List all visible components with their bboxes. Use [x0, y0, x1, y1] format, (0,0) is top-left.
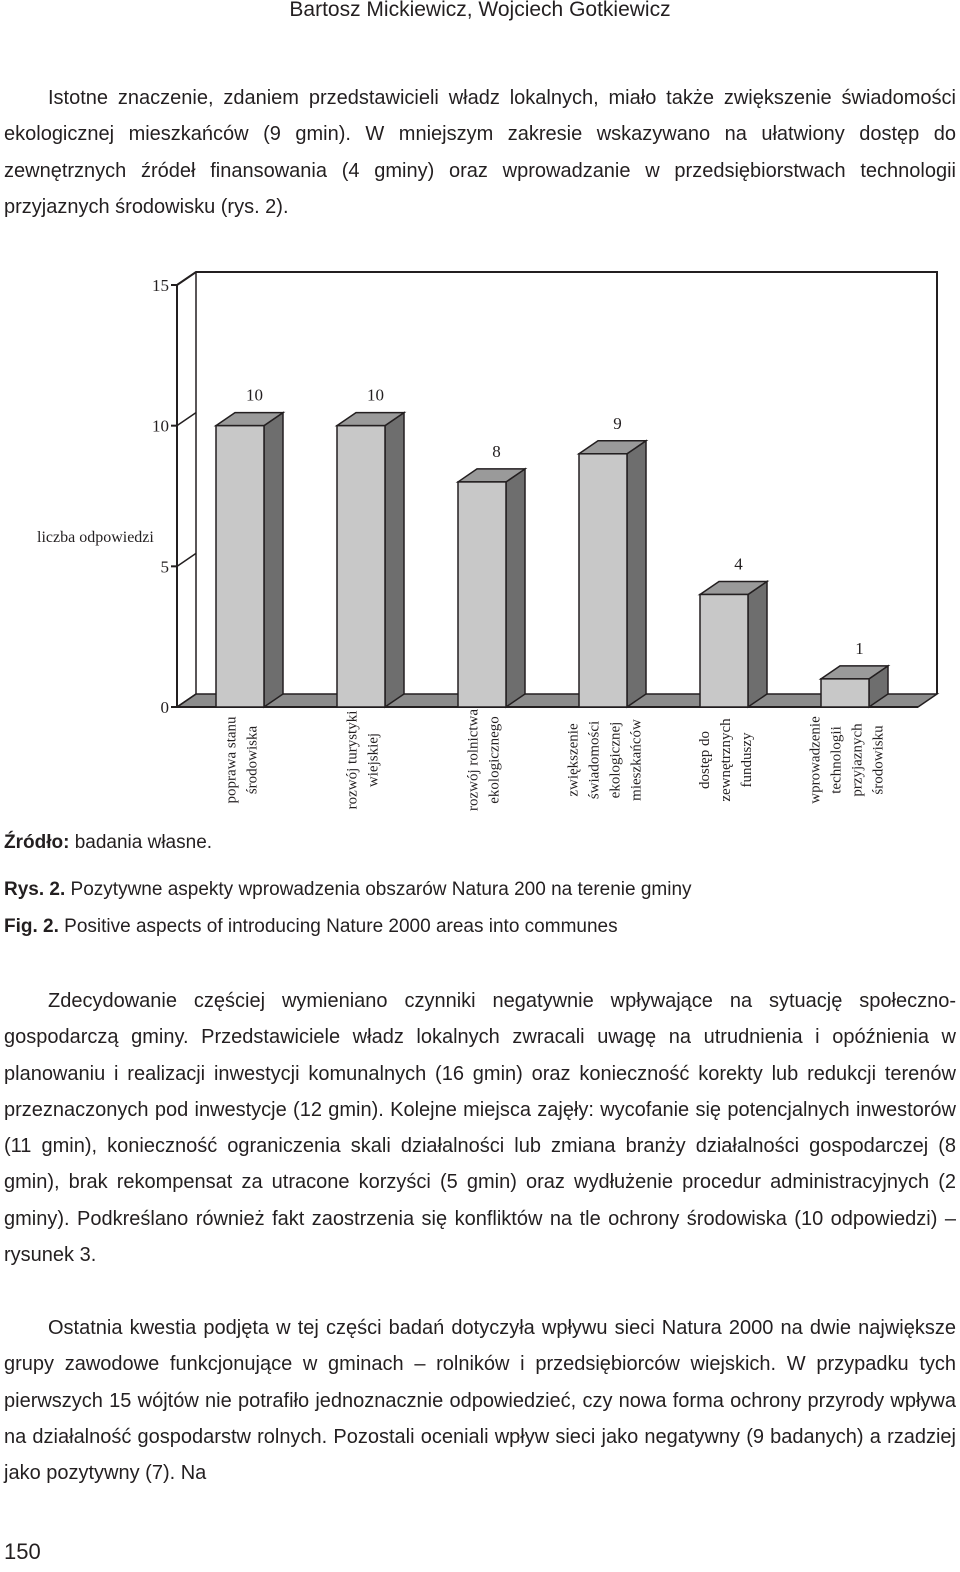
page-number: 150: [4, 1539, 41, 1564]
paragraph-professional-groups: Ostatnia kwestia podjęta w tej części badań dotyczyła wpływu sieci Natura 2000 na dwie największe grupy zawodowe funkcjonujące w gminach – rolników i przedsiębiorców wiejskich. W przypadku tych pierwszych 15 wójtów nie potrafiło jednoznacznie odpowiedzieć, czy nowa forma ochrony przyrody wpływa na działalność gospodarstw rolnych. Pozostali oceniali wpływ sieci jako negatywny (9 badanych) a rzadziej jako pozytywny (7). Na: [4, 1317, 956, 1485]
bar: [216, 426, 264, 707]
bar-data-label: 8: [492, 441, 501, 461]
bar: [458, 482, 506, 707]
bar-side: [385, 413, 404, 707]
caption-pl-text: Pozytywne aspekty wprowadzenia obszarów Natura 200 na terenie gminy: [65, 879, 692, 900]
source-text: badania własne.: [69, 832, 213, 853]
bar-data-label: 9: [613, 413, 622, 433]
x-category-label: zewnętrznych: [718, 718, 734, 802]
bar: [821, 679, 869, 707]
chart-back-wall: [177, 272, 937, 694]
x-category-label: zwiększenie: [565, 723, 582, 797]
y-axis-label: liczba odpowiedzi: [37, 529, 154, 546]
y-tick-wall-line: [177, 553, 196, 566]
bar-side: [627, 441, 646, 707]
bar-data-label: 10: [367, 385, 384, 405]
x-category-label: rozwój turystyki: [344, 710, 361, 810]
bar-data-label: 10: [246, 385, 263, 405]
figure-caption-en: [4, 916, 618, 938]
x-category-label: poprawa stanu: [223, 716, 240, 804]
caption-en-text: Positive aspects of introducing Nature 2000 areas into communes: [58, 916, 618, 937]
x-category-label: środowiska: [244, 725, 261, 795]
bar-data-label: 1: [855, 638, 864, 658]
bar-chart: [0, 260, 960, 830]
x-category-label: środowisku: [870, 725, 887, 795]
bar-side: [748, 581, 767, 707]
y-tick-label: 15: [152, 276, 169, 295]
bar-data-label: 4: [734, 554, 743, 574]
x-category-label: funduszy: [739, 732, 755, 788]
y-tick-label: 0: [160, 698, 169, 717]
x-category-label: wprowadzenie: [807, 716, 824, 804]
y-tick-wall-line: [177, 272, 196, 285]
y-tick-wall-line: [177, 413, 196, 426]
x-category-label: mieszkańców: [628, 719, 645, 801]
x-category-label: technologii: [828, 726, 845, 794]
x-category-label: rozwój rolnictwa: [465, 708, 482, 812]
bar-side: [506, 469, 525, 707]
y-tick-label: 5: [160, 557, 169, 577]
x-category-label: przyjaznych: [849, 723, 866, 797]
caption-pl-label: Rys. 2.: [4, 879, 66, 900]
bar-side: [264, 413, 283, 707]
x-category-label: ekologicznej: [607, 721, 624, 799]
x-category-label: ekologicznego: [486, 716, 503, 804]
x-category-label: wiejskiej: [365, 732, 382, 788]
bar: [700, 594, 748, 707]
paragraph-intro: Istotne znaczenie, zdaniem przedstawicieli władz lokalnych, miało także zwiększenie świadomości ekologicznej mieszkańców (9 gmin). W mniejszym zakresie wskazywano na ułatwiony dostęp do zewnętrznych źródeł finansowania (4 gminy) oraz wprowadzanie w przedsiębiorstwach technologii przyjaznych środowisku (rys. 2).: [4, 87, 956, 218]
paragraph-negative-factors: Zdecydowanie częściej wymieniano czynniki negatywnie wpływające na sytuację społeczno-gospodarczą gminy. Przedstawiciele władz lokalnych zwracali uwagę na utrudnienia i opóźnienia w planowaniu i realizacji inwestycji komunalnych (16 gmin) oraz konieczność korekty lub redukcji terenów przeznaczonych pod inwestycje (12 gmin). Kolejne miejsca zajęły: wycofanie się potencjalnych inwestorów (11 gmin), konieczność ograniczenia skali działalności lub zmiana branży działalności gospodarczej (8 gmin), brak rekompensat za utracone korzyści (5 gmin) oraz wydłużenie procedur administracyjnych (2 gminy). Podkreślano również fakt zaostrzenia się konfliktów na tle ochrony środowiska (10 odpowiedzi) – rysunek 3.: [4, 990, 956, 1267]
figure-source: [4, 832, 212, 854]
x-category-label: świadomości: [586, 720, 603, 800]
x-category-label: dostęp do: [697, 731, 713, 789]
bar: [337, 426, 385, 707]
y-tick-label: 10: [152, 416, 169, 436]
running-header: Bartosz Mickiewicz, Wojciech Gotkiewicz: [289, 0, 671, 21]
bar: [579, 454, 627, 707]
caption-en-label: Fig. 2.: [4, 916, 59, 937]
source-label: Źródło:: [4, 832, 70, 853]
figure-caption-pl: [4, 879, 692, 901]
